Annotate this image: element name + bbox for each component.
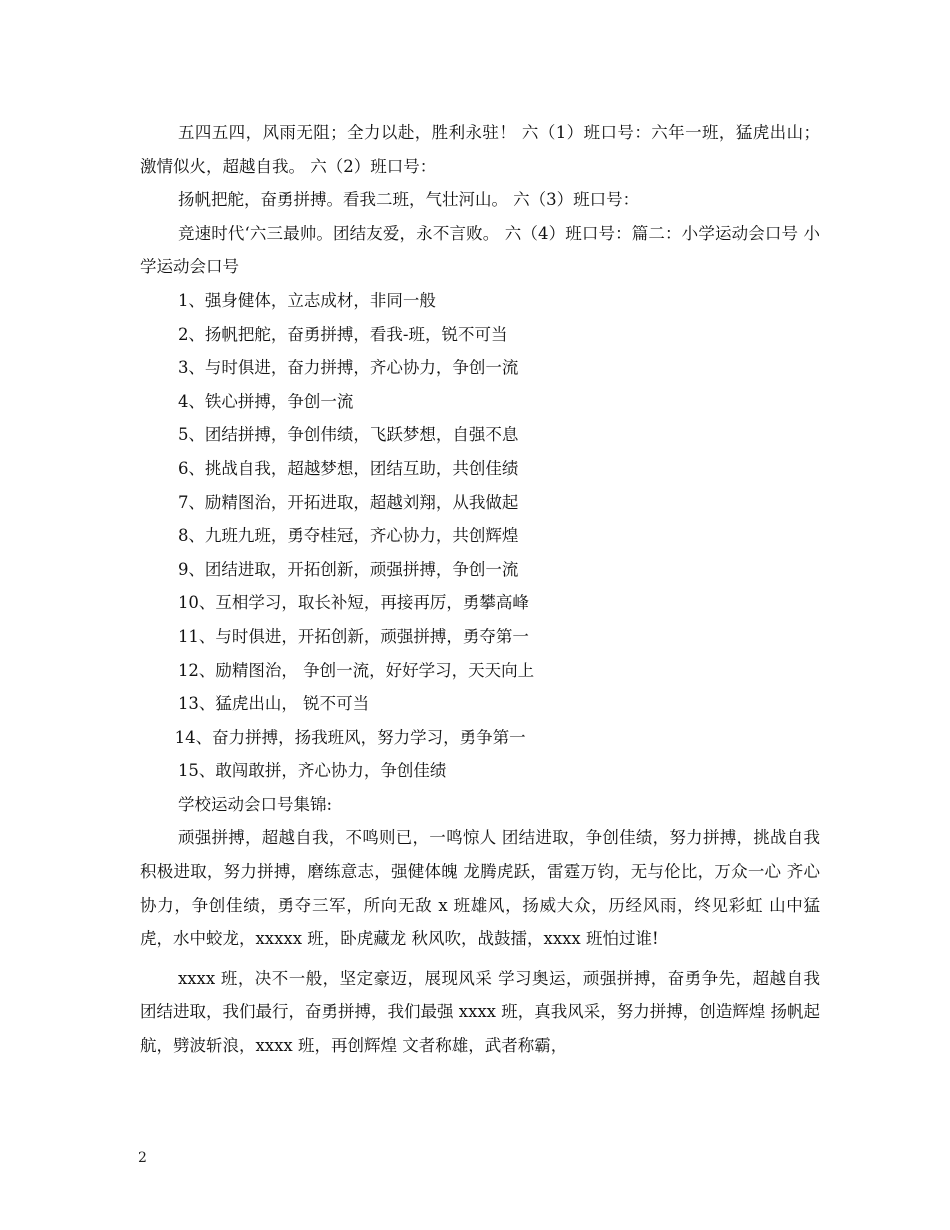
collection-paragraph: xxxx 班，决不一般，坚定豪迈，展现风采 学习奥运，顽强拼搏，奋勇争先，超越自我 团结进取，我们最行，奋勇拼搏，我们最强 xxxx 班，真我风采，努力拼搏，创造辉煌 扬帆起航，劈波斩浪，xxxx 班，再创辉煌 文者称雄，武者称霸， (140, 968, 820, 1056)
list-item: 6、挑战自我，超越梦想，团结互助，共创佳绩 (177, 458, 519, 478)
paragraph-class-six-slogans: 五四五四，风雨无阻；全力以赴，胜利永驻！ 六（1）班口号：六年一班，猛虎出山；激情似火，超越自我。 六（2）班口号： (140, 123, 820, 176)
list-item: 3、与时俱进，奋力拼搏，齐心协力，争创一流 (177, 358, 519, 378)
list-item: 12、励精图治， 争创一流，好好学习，天天向上 (177, 660, 535, 680)
list-item: 14、奋力拼搏，扬我班风，努力学习，勇争第一 (174, 727, 526, 747)
page-number: 2 (138, 1150, 147, 1166)
list-item: 7、励精图治，开拓进取，超越刘翔，从我做起 (177, 492, 519, 512)
list-item: 13、猛虎出山， 锐不可当 (177, 694, 370, 714)
list-item: 10、互相学习，取长补短，再接再厉，勇攀高峰 (177, 593, 529, 613)
document-body (140, 116, 820, 1063)
list-item: 8、九班九班，勇夺桂冠，齐心协力，共创辉煌 (177, 526, 519, 546)
list-item: 4、铁心拼搏，争创一流 (177, 391, 354, 411)
paragraph-class-six-two-slogan: 扬帆把舵，奋勇拼搏。看我二班，气壮河山。 六（3）班口号： (177, 190, 640, 210)
list-item: 9、团结进取，开拓创新，顽强拼搏，争创一流 (177, 559, 519, 579)
list-item: 15、敢闯敢拼，齐心协力，争创佳绩 (177, 761, 447, 781)
collection-paragraph: 顽强拼搏，超越自我，不鸣则已，一鸣惊人 团结进取，争创佳绩，努力拼搏，挑战自我 积极进取，努力拼搏，磨练意志，强健体魄 龙腾虎跃，雷霆万钧，无与伦比，万众一心 齐心协力，争创佳绩，勇夺三军，所向无敌 x 班雄风，扬威大众，历经风雨，终见彩虹 山中猛虎，水中蛟龙，xxxxx 班，卧虎藏龙 秋风吹，战鼓擂，xxxx 班怕过谁! (140, 828, 820, 949)
section-heading: 学校运动会口号集锦: (177, 794, 332, 814)
list-item: 5、团结拼搏，争创伟绩，飞跃梦想，自强不息 (177, 425, 519, 445)
list-item: 1、强身健体，立志成材，非同一般 (177, 290, 436, 310)
list-item: 2、扬帆把舵，奋勇拼搏，看我-班，锐不可当 (177, 324, 508, 344)
list-item: 11、与时俱进，开拓创新，顽强拼搏，勇夺第一 (177, 626, 529, 646)
paragraph-class-six-three-slogan: 竞速时代‘六三最帅。团结友爱，永不言败。 六（4）班口号：篇二：小学运动会口号 小学运动会口号 (140, 223, 820, 277)
